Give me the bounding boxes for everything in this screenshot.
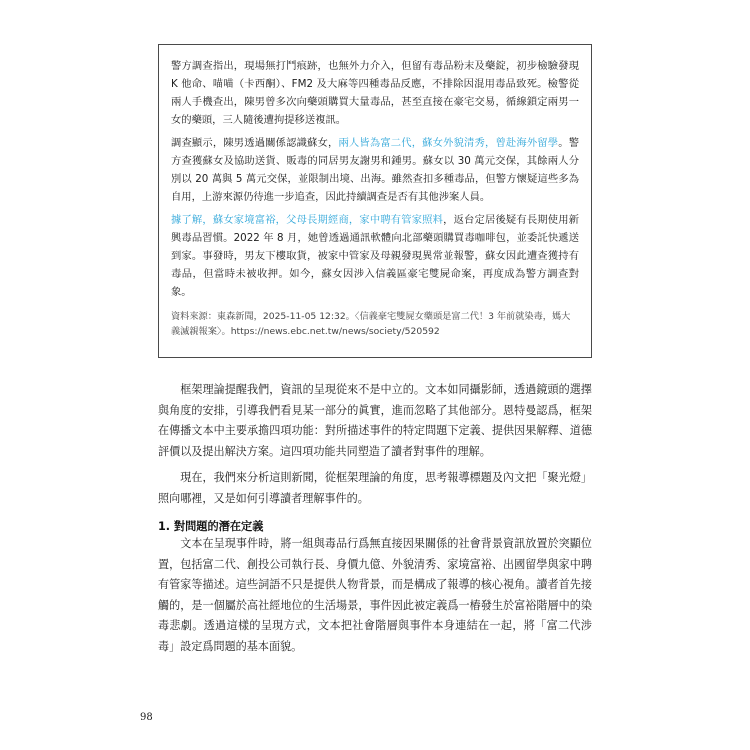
quote-paragraph-1: 警方調查指出，現場無打鬥痕跡，也無外力介入，但留有毒品粉末及藥錠，初步檢驗發現 K 他命、喵喵（卡西酮）、FM2 及大麻等四種毒品反應，不排除因混用毒品致死。檢警從兩人手機查出，陳男曾多次向藥頭購買大量毒品，甚至直接在豪宅交易，循線鎖定兩男一女的藥頭，三人隨後遭拘提移送複訊。 — [171, 60, 579, 126]
source-citation: 資料來源：東森新聞，2025-11-05 12:32。〈信義豪宅雙屍女藥頭是富二代！3 年前就染毒，媽大義滅親報案〉。https://news.ebc.net.tw/news/society/520592 — [171, 311, 571, 337]
body-paragraph-2: 現在，我們來分析這則新聞，從框架理論的角度，思考報導標題及內文把「聚光燈」照向哪裡，又是如何引導讀者理解事件的。 — [158, 471, 592, 505]
quote-p3-highlight: 據了解，蘇女家境富裕，父母長期經商，家中聘有管家照料 — [171, 214, 444, 226]
body-paragraph-3: 文本在呈現事件時，將一組與毒品行爲無直接因果關係的社會背景資訊放置於突顯位置，包括富二代、創投公司執行長、身價九億、外貌清秀、家境富裕、出國留學與家中聘有管家等描述。這些詞語不只是提供人物背景，而是構成了報導的核心視角。讀者首先接觸的，是一個屬於高社經地位的生活場景，事件因此被定義爲一樁發生於富裕階層中的染毒悲劇。透過這樣的呈現方式，文本把社會階層與事件本身連結在一起，將「富二代涉毒」設定爲問題的基本面貌。 — [158, 537, 592, 653]
quote-p2-text-a: 調查顯示，陳男透過關係認識蘇女， — [171, 137, 339, 149]
body-paragraph-1-block — [158, 380, 592, 462]
quote-p2-text-b: 。警方查獲蘇女及協助送貨、販毒的同居男友謝男和鍾男。蘇女以 30 萬元交保，其餘兩人分別以 20 萬與 5 萬元交保，並限制出境、出海。雖然查扣多種毒品，但警方懷疑這些多為自用，上游來源仍待進一步追查，因此持續調查是否有其他涉案人員。 — [171, 137, 580, 203]
quote-p2-highlight: 兩人皆為富二代，蘇女外貌清秀，曾赴海外留學 — [338, 137, 559, 149]
body-paragraph-1: 框架理論提醒我們，資訊的呈現從來不是中立的。文本如同攝影師，透過鏡頭的選擇與角度的安排，引導我們看見某一部分的眞實，進而忽略了其他部分。恩特曼認爲，框架在傳播文本中主要承擔四項功能：對所描述事件的特定問題下定義、提供因果解釋、道德評價以及提出解決方案。這四項功能共同塑造了讀者對事件的理解。 — [158, 383, 592, 458]
page-number: 98 — [140, 712, 153, 723]
news-quote-box — [158, 44, 592, 358]
quote-p3-text-b: ，返台定居後疑有長期使用新興毒品習慣。2022 年 8 月，她曾透過通訊軟體向北部藥頭購買毒咖啡包，並委託快遞送到家。事發時，男友下樓取貨，被家中管家及母親發現異常並報警，蘇女因此遭查獲持有毒品，但當時未被收押。如今，蘇女因涉入信義區豪宅雙屍命案，再度成為警方調查對象。 — [171, 214, 580, 298]
section-heading: 1. 對問題的潛在定義 — [158, 520, 264, 533]
body-paragraph-3-block — [158, 534, 592, 658]
body-paragraph-2-block — [158, 468, 592, 509]
quote-paragraph-3 — [171, 211, 579, 301]
quote-paragraph-2 — [171, 134, 579, 206]
